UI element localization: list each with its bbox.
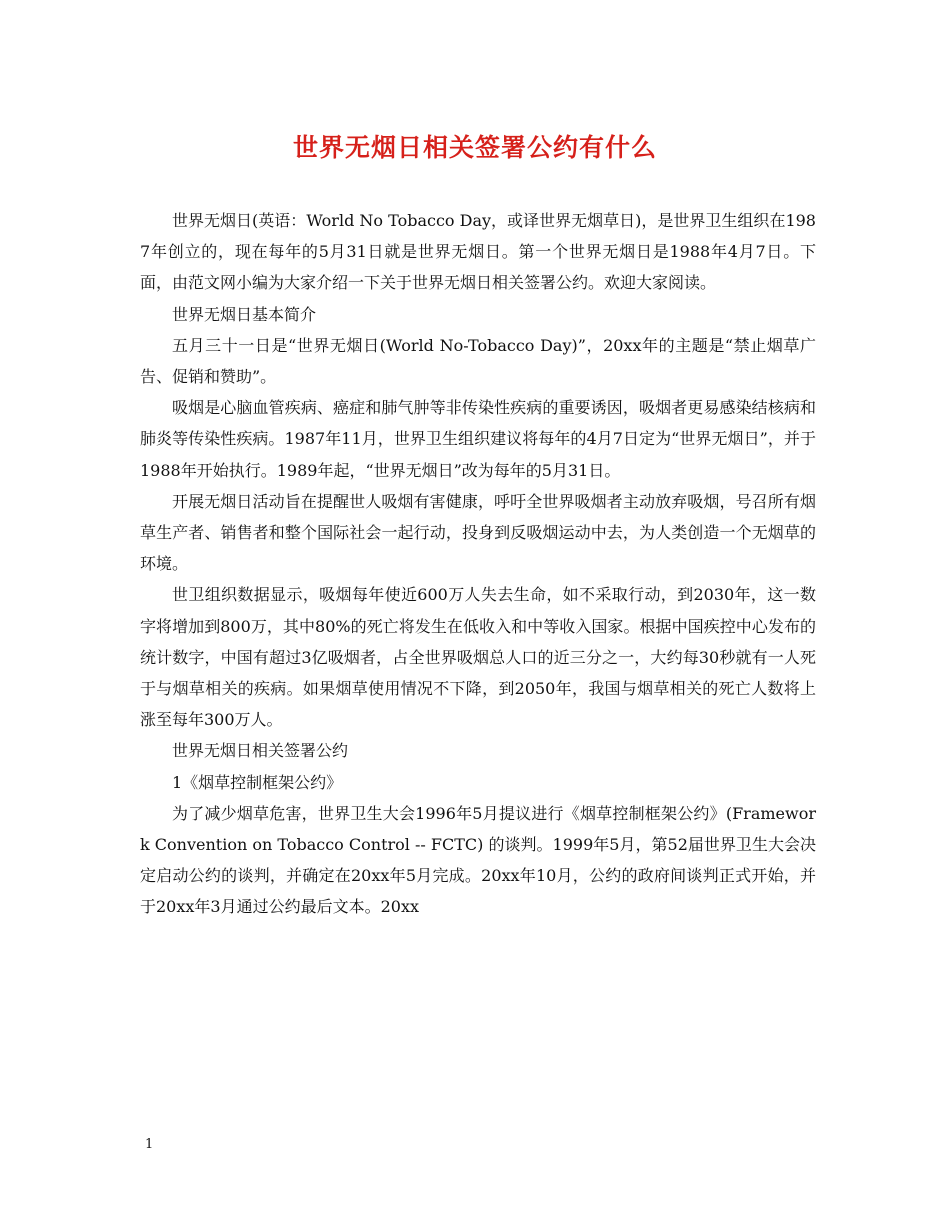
page-number: 1 <box>145 1137 154 1152</box>
paragraph-who-data: 世卫组织数据显示，吸烟每年使近600万人失去生命，如不采取行动，到2030年，这一数字将增加到800万，其中80%的死亡将发生在低收入和中等收入国家。根据中国疾控中心发布的统计数字，中国有超过3亿吸烟者，占全世界吸烟总人口的近三分之一，大约每30秒就有一人死于与烟草相关的疾病。如果烟草使用情况不下降，到2050年，我国与烟草相关的死亡人数将上涨至每年300万人。 <box>140 585 816 730</box>
paragraph-intro: 世界无烟日(英语：World No Tobacco Day，或译世界无烟草日)，是世界卫生组织在1987年创立的，现在每年的5月31日就是世界无烟日。第一个世界无烟日是1988年4月7日。下面，由范文网小编为大家介绍一下关于世界无烟日相关签署公约。欢迎大家阅读。 <box>140 211 816 293</box>
paragraph-campaign-purpose: 开展无烟日活动旨在提醒世人吸烟有害健康，呼吁全世界吸烟者主动放弃吸烟，号召所有烟草生产者、销售者和整个国际社会一起行动，投身到反吸烟运动中去，为人类创造一个无烟草的环境。 <box>140 491 816 574</box>
paragraph-smoking-harm: 吸烟是心脑血管疾病、癌症和肺气肿等非传染性疾病的重要诱因，吸烟者更易感染结核病和肺炎等传染性疾病。1987年11月，世界卫生组织建议将每年的4月7日定为“世界无烟日”，并于1988年开始执行。1989年起，“世界无烟日”改为每年的5月31日。 <box>140 398 816 480</box>
document-body <box>140 205 816 923</box>
section-heading-basic-intro: 世界无烟日基本简介 <box>172 304 317 324</box>
paragraph-may31: 五月三十一日是“世界无烟日(World No-Tobacco Day)”，20xx年的主题是“禁止烟草广告、促销和赞助”。 <box>140 335 816 387</box>
section-heading-fctc: 1《烟草控制框架公约》 <box>172 772 343 792</box>
section-heading-conventions: 世界无烟日相关签署公约 <box>172 741 349 761</box>
paragraph-fctc-history: 为了减少烟草危害，世界卫生大会1996年5月提议进行《烟草控制框架公约》(Framework Convention on Tobacco Control -- FCTC) 的谈判。1999年5月，第52届世界卫生大会决定启动公约的谈判，并确定在20xx年5月完成。20xx年10月，公约的政府间谈判正式开始，并于20xx年3月通过公约最后文本。20xx <box>140 803 816 917</box>
document-title: 世界无烟日相关签署公约有什么 <box>292 133 657 162</box>
